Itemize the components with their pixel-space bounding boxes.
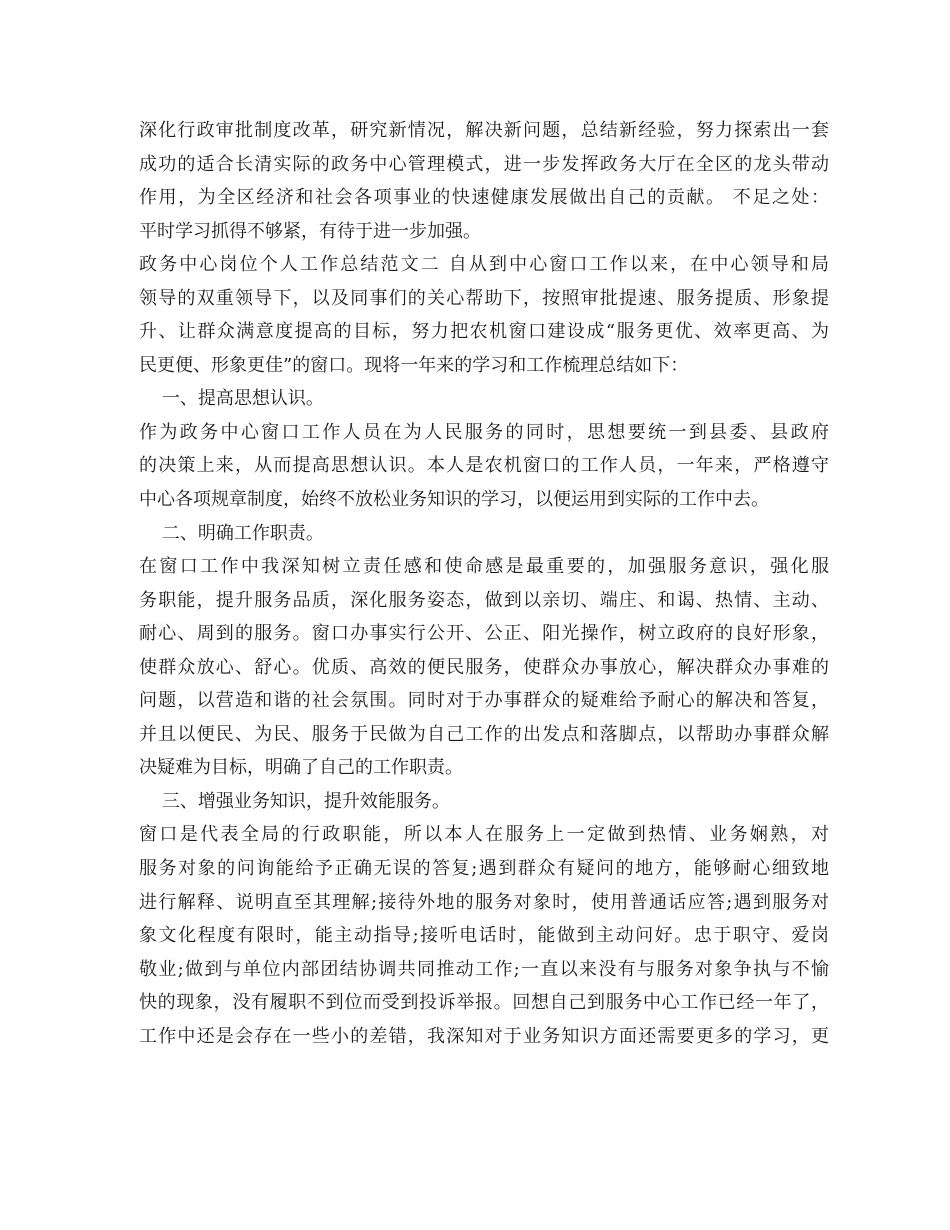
- text-line: 一、提高思想认识。: [139, 388, 324, 410]
- text-line: 在窗口工作中我深知树立责任感和使命感是最重要的，加强服务意识，强化服: [139, 556, 829, 578]
- text-line: 深化行政审批制度改革，研究新情况，解决新问题，总结新经验，努力探索出一套: [139, 120, 829, 141]
- text-line: 象文化程度有限时，能主动指导;接听电话时，能做到主动问好。忠于职守、爱岗: [139, 925, 829, 947]
- text-line: 政务中心岗位个人工作总结范文二 自从到中心窗口工作以来，在中心领导和局: [139, 254, 829, 276]
- text-line: 务职能，提升服务品质，深化服务姿态，做到以亲切、端庄、和谒、热情、主动、: [139, 589, 829, 611]
- text-line: 民更便、形象更佳”的窗口。现将一年来的学习和工作梳理总结如下：: [139, 354, 689, 376]
- text-line: 耐心、周到的服务。窗口办事实行公开、公正、阳光操作，树立政府的良好形象，: [139, 623, 829, 645]
- text-line: 窗口是代表全局的行政职能，所以本人在服务上一定做到热情、业务娴熟，对: [139, 824, 829, 846]
- text-line: 升、让群众满意度提高的目标，努力把农机窗口建设成“服务更优、效率更高、为: [139, 321, 829, 343]
- text-line: 作用，为全区经济和社会各项事业的快速健康发展做出自己的贡献。 不足之处：: [139, 187, 829, 209]
- text-line: 并且以便民、为民、服务于民做为自己工作的出发点和落脚点，以帮助办事群众解: [139, 723, 829, 745]
- text-line: 作为政务中心窗口工作人员在为人民服务的同时，思想要统一到县委、县政府: [139, 421, 829, 443]
- text-line: 进行解释、说明直至其理解;接待外地的服务对象时，使用普通话应答;遇到服务对: [139, 891, 829, 913]
- text-line: 的决策上来，从而提高思想认识。本人是农机窗口的工作人员，一年来，严格遵守: [139, 455, 829, 477]
- text-line: 三、增强业务知识，提升效能服务。: [139, 790, 450, 812]
- text-line: 使群众放心、舒心。优质、高效的便民服务，使群众办事放心，解决群众办事难的: [139, 656, 829, 678]
- text-line: 平时学习抓得不够紧，有待于进一步加强。: [139, 220, 481, 242]
- document-body: [139, 114, 829, 1053]
- text-line: 问题，以营造和谐的社会氛围。同时对于办事群众的疑难给予耐心的解决和答复，: [139, 690, 829, 712]
- text-line: 领导的双重领导下，以及同事们的关心帮助下，按照审批提速、服务提质、形象提: [139, 287, 829, 309]
- text-line: 二、明确工作职责。: [139, 522, 324, 544]
- text-line: 中心各项规章制度，始终不放松业务知识的学习，以便运用到实际的工作中去。: [139, 489, 769, 511]
- text-line: 服务对象的问询能给予正确无误的答复;遇到群众有疑问的地方，能够耐心细致地: [139, 858, 829, 880]
- text-line: 工作中还是会存在一些小的差错，我深知对于业务知识方面还需要更多的学习，更: [139, 1025, 829, 1047]
- text-line: 敬业;做到与单位内部团结协调共同推动工作;一直以来没有与服务对象争执与不愉: [139, 958, 829, 980]
- text-line: 快的现象，没有履职不到位而受到投诉举报。回想自己到服务中心工作已经一年了，: [139, 992, 829, 1014]
- text-line: 成功的适合长清实际的政务中心管理模式，进一步发挥政务大厅在全区的龙头带动: [139, 153, 829, 175]
- text-line: 决疑难为目标，明确了自己的工作职责。: [139, 757, 463, 779]
